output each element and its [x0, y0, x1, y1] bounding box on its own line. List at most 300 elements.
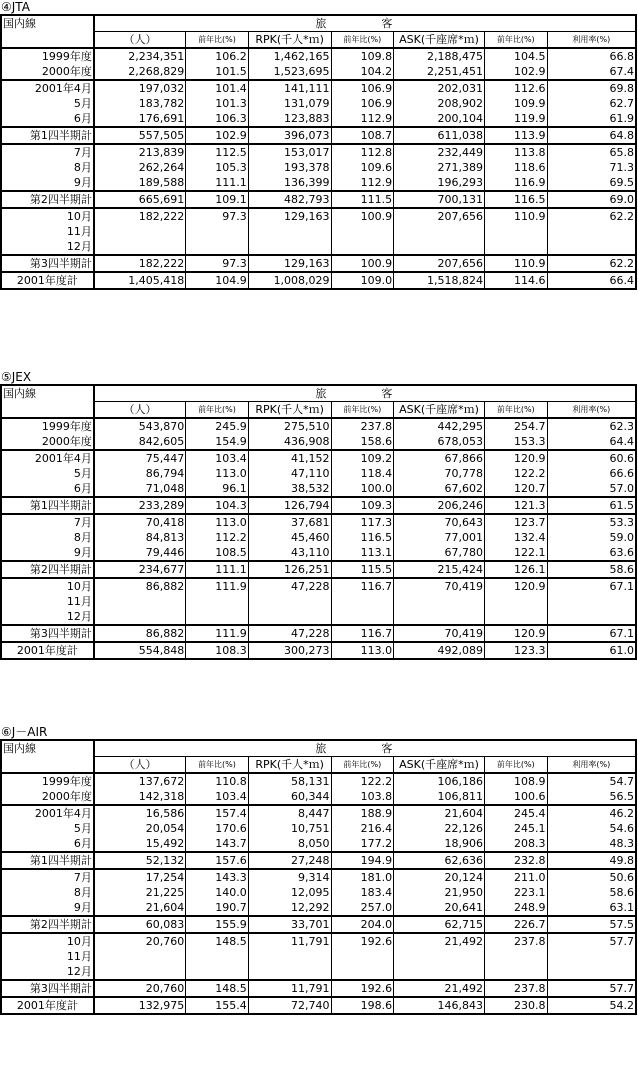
table-cell: 116.5 — [331, 530, 394, 545]
table-cell: 543,870 — [94, 418, 186, 434]
table-cell: 101.4 — [186, 80, 249, 96]
table-cell: 113.8 — [484, 144, 547, 160]
table-row — [1, 625, 636, 642]
table-cell: 18,906 — [394, 836, 485, 852]
table-row — [1, 900, 636, 916]
table-row — [1, 964, 636, 980]
row-label: 10月 — [1, 578, 94, 594]
table-cell: 11,791 — [248, 980, 331, 997]
table-cell: 213,839 — [94, 144, 186, 160]
table-cell: 1,405,418 — [94, 272, 186, 289]
table-cell: 557,505 — [94, 127, 186, 144]
row-label: 第3四半期計 — [1, 255, 94, 272]
column-header: RPK(千人*ｍ) — [248, 757, 331, 774]
column-header: 前年比(%) — [331, 402, 394, 419]
table-row — [1, 144, 636, 160]
table-cell: 38,532 — [248, 481, 331, 497]
table-cell: 207,656 — [394, 255, 485, 272]
column-header: 前年比(%) — [484, 757, 547, 774]
table-cell: 111.1 — [186, 175, 249, 191]
corner-label: 国内線 — [3, 17, 36, 31]
table-cell: 97.3 — [186, 255, 249, 272]
table-cell: 45,460 — [248, 530, 331, 545]
table-cell: 271,389 — [394, 160, 485, 175]
table-cell: 2,188,475 — [394, 48, 485, 64]
table-cell: 106.9 — [331, 96, 394, 111]
table-cell: 109.1 — [186, 191, 249, 208]
table-cell: 442,295 — [394, 418, 485, 434]
table-cell: 67.1 — [547, 625, 636, 642]
table-cell — [331, 964, 394, 980]
table-cell: 62,636 — [394, 852, 485, 869]
table-cell: 126.1 — [484, 561, 547, 578]
table-cell: 611,038 — [394, 127, 485, 144]
table-cell: 136,399 — [248, 175, 331, 191]
table-cell: 148.5 — [186, 933, 249, 949]
table-cell: 126,251 — [248, 561, 331, 578]
table-cell — [94, 594, 186, 609]
table-cell: 118.4 — [331, 466, 394, 481]
table-cell: 170.6 — [186, 821, 249, 836]
table-cell: 232.8 — [484, 852, 547, 869]
table-cell: 183.4 — [331, 885, 394, 900]
table-cell: 62.2 — [547, 208, 636, 224]
column-header: RPK(千人*ｍ) — [248, 32, 331, 49]
table-cell: 132.4 — [484, 530, 547, 545]
table-row — [1, 805, 636, 821]
table-row — [1, 434, 636, 450]
table-cell: 70,419 — [394, 625, 485, 642]
row-label: 7月 — [1, 144, 94, 160]
table-cell: 126,794 — [248, 497, 331, 514]
table-row — [1, 111, 636, 127]
table-cell: 111.9 — [186, 578, 249, 594]
table-cell: 143.7 — [186, 836, 249, 852]
table-cell: 70,418 — [94, 514, 186, 530]
table-cell: 43,110 — [248, 545, 331, 561]
table-cell: 112.8 — [331, 144, 394, 160]
table-cell: 1,518,824 — [394, 272, 485, 289]
table-cell: 57.7 — [547, 933, 636, 949]
header-row — [1, 740, 636, 757]
table-cell: 63.6 — [547, 545, 636, 561]
column-header-row — [1, 757, 636, 774]
table-cell: 112.9 — [331, 111, 394, 127]
group-header: 旅 客 — [94, 740, 636, 757]
table-cell: 275,510 — [248, 418, 331, 434]
table-cell: 56.5 — [547, 789, 636, 805]
table-cell: 67,780 — [394, 545, 485, 561]
table-cell: 112.9 — [331, 175, 394, 191]
table-cell — [484, 949, 547, 964]
table-cell — [331, 949, 394, 964]
row-label: 8月 — [73, 161, 92, 174]
table-cell: 216.4 — [331, 821, 394, 836]
row-label: 2001年4月 — [1, 450, 94, 466]
table-cell: 112.2 — [186, 530, 249, 545]
table-cell: 105.3 — [186, 160, 249, 175]
table-cell: 110.9 — [484, 255, 547, 272]
table-cell: 21,492 — [394, 980, 485, 997]
table-cell: 207,656 — [394, 208, 485, 224]
column-header: （人） — [94, 32, 186, 49]
table-row — [1, 885, 636, 900]
row-label: 10月 — [1, 933, 94, 949]
table-cell: 64.8 — [547, 127, 636, 144]
table-cell: 49.8 — [547, 852, 636, 869]
table-cell: 157.4 — [186, 805, 249, 821]
table-cell — [186, 609, 249, 625]
row-label: 11月 — [66, 595, 92, 608]
table-cell — [94, 949, 186, 964]
table-cell — [94, 964, 186, 980]
column-header: 利用率(%) — [547, 32, 636, 49]
table-cell — [394, 609, 485, 625]
table-cell: 197,032 — [94, 80, 186, 96]
table-cell: 208.3 — [484, 836, 547, 852]
table-cell — [331, 609, 394, 625]
table-cell — [248, 949, 331, 964]
table-cell: 237.8 — [484, 933, 547, 949]
table-cell — [186, 594, 249, 609]
table-cell: 206,246 — [394, 497, 485, 514]
row-label: 8月 — [73, 531, 92, 544]
table-cell: 104.5 — [484, 48, 547, 64]
table-cell: 57.5 — [547, 916, 636, 933]
table-cell: 257.0 — [331, 900, 394, 916]
table-cell — [94, 609, 186, 625]
table-cell: 129,163 — [248, 208, 331, 224]
table-cell: 153,017 — [248, 144, 331, 160]
table-row — [1, 191, 636, 208]
row-label: 9月 — [73, 546, 92, 559]
table-cell — [248, 964, 331, 980]
table-cell: 12,292 — [248, 900, 331, 916]
table-cell: 86,882 — [94, 578, 186, 594]
table-cell: 842,605 — [94, 434, 186, 450]
table-cell: 66.4 — [547, 272, 636, 289]
corner-label: 国内線 — [3, 742, 36, 756]
table-cell — [331, 594, 394, 609]
table-cell: 21,950 — [394, 885, 485, 900]
table-cell: 109.6 — [331, 160, 394, 175]
row-label: 2001年4月 — [1, 80, 94, 96]
table-cell: 10,751 — [248, 821, 331, 836]
table-row — [1, 127, 636, 144]
table-cell — [484, 964, 547, 980]
table-cell: 665,691 — [94, 191, 186, 208]
table-cell: 116.7 — [331, 578, 394, 594]
table-cell: 192.6 — [331, 933, 394, 949]
table-cell: 177.2 — [331, 836, 394, 852]
table-cell: 111.1 — [186, 561, 249, 578]
table-cell: 118.6 — [484, 160, 547, 175]
row-label: 1999年度 — [1, 418, 94, 434]
table-cell: 208,902 — [394, 96, 485, 111]
table-cell: 54.2 — [547, 997, 636, 1014]
table-cell — [186, 964, 249, 980]
table-cell: 120.9 — [484, 450, 547, 466]
table-cell: 122.2 — [331, 773, 394, 789]
table-cell: 58,131 — [248, 773, 331, 789]
section-title: ⑤JEX — [1, 370, 32, 384]
table-cell: 237.8 — [331, 418, 394, 434]
table-cell: 155.4 — [186, 997, 249, 1014]
table-cell: 103.4 — [186, 789, 249, 805]
table-cell: 108.7 — [331, 127, 394, 144]
table-cell: 2,268,829 — [94, 64, 186, 80]
column-header: （人） — [94, 757, 186, 774]
table-cell — [484, 609, 547, 625]
corner-blank — [1, 757, 94, 774]
table-cell: 254.7 — [484, 418, 547, 434]
table-cell: 115.5 — [331, 561, 394, 578]
data-table — [0, 14, 637, 290]
table-row — [1, 272, 636, 289]
table-cell: 62,715 — [394, 916, 485, 933]
table-cell: 106.2 — [186, 48, 249, 64]
table-cell — [331, 224, 394, 239]
table-cell: 194.9 — [331, 852, 394, 869]
table-cell: 116.7 — [331, 625, 394, 642]
table-cell: 70,778 — [394, 466, 485, 481]
table-cell: 119.9 — [484, 111, 547, 127]
table-cell — [547, 609, 636, 625]
table-cell: 71,048 — [94, 481, 186, 497]
row-label: 12月 — [66, 240, 92, 253]
table-row — [1, 208, 636, 224]
table-cell: 143.3 — [186, 869, 249, 885]
table-cell — [248, 594, 331, 609]
table-cell: 67,602 — [394, 481, 485, 497]
table-section — [0, 725, 638, 1015]
row-label: 6月 — [73, 112, 92, 125]
table-cell: 16,586 — [94, 805, 186, 821]
table-row — [1, 949, 636, 964]
table-cell — [248, 224, 331, 239]
row-label: 第2四半期計 — [1, 561, 94, 578]
table-cell: 79,446 — [94, 545, 186, 561]
table-cell: 37,681 — [248, 514, 331, 530]
table-cell: 116.5 — [484, 191, 547, 208]
table-cell: 300,273 — [248, 642, 331, 659]
row-label: 5月 — [73, 97, 92, 110]
table-row — [1, 466, 636, 481]
table-cell: 47,228 — [248, 578, 331, 594]
row-label: 7月 — [1, 869, 94, 885]
table-cell: 12,095 — [248, 885, 331, 900]
corner-blank — [1, 402, 94, 419]
table-cell — [484, 594, 547, 609]
row-label: 第2四半期計 — [1, 916, 94, 933]
table-cell: 2,251,451 — [394, 64, 485, 80]
table-cell: 100.0 — [331, 481, 394, 497]
table-cell: 233,289 — [94, 497, 186, 514]
table-cell: 60.6 — [547, 450, 636, 466]
table-row — [1, 594, 636, 609]
table-cell: 100.9 — [331, 208, 394, 224]
table-cell: 57.7 — [547, 980, 636, 997]
table-cell: 27,248 — [248, 852, 331, 869]
table-cell: 200,104 — [394, 111, 485, 127]
table-cell: 113.1 — [331, 545, 394, 561]
row-label: 第3四半期計 — [1, 625, 94, 642]
row-label: 8月 — [73, 886, 92, 899]
table-cell: 189,588 — [94, 175, 186, 191]
row-label: 9月 — [73, 176, 92, 189]
row-label: 12月 — [66, 610, 92, 623]
column-header: 前年比(%) — [331, 32, 394, 49]
table-cell: 109.3 — [331, 497, 394, 514]
table-cell: 123.7 — [484, 514, 547, 530]
data-table — [0, 384, 637, 660]
table-cell — [186, 224, 249, 239]
column-header: 前年比(%) — [186, 32, 249, 49]
row-label: 2000年度 — [41, 435, 92, 448]
table-cell: 223.1 — [484, 885, 547, 900]
table-cell: 148.5 — [186, 980, 249, 997]
section-title: ⑥J－AIR — [1, 725, 48, 739]
table-cell: 69.0 — [547, 191, 636, 208]
table-cell: 215,424 — [394, 561, 485, 578]
table-cell: 121.3 — [484, 497, 547, 514]
table-cell: 226.7 — [484, 916, 547, 933]
table-row — [1, 450, 636, 466]
table-cell: 33,701 — [248, 916, 331, 933]
table-row — [1, 224, 636, 239]
table-cell: 120.9 — [484, 625, 547, 642]
table-cell: 8,447 — [248, 805, 331, 821]
table-cell: 100.6 — [484, 789, 547, 805]
table-cell: 66.8 — [547, 48, 636, 64]
row-label: 第2四半期計 — [1, 191, 94, 208]
table-cell: 190.7 — [186, 900, 249, 916]
table-cell: 157.6 — [186, 852, 249, 869]
table-cell — [547, 594, 636, 609]
corner-blank — [1, 32, 94, 49]
row-label: 第1四半期計 — [1, 127, 94, 144]
table-cell: 66.6 — [547, 466, 636, 481]
table-cell: 141,111 — [248, 80, 331, 96]
table-row — [1, 578, 636, 594]
column-header: RPK(千人*ｍ) — [248, 402, 331, 419]
table-cell: 211.0 — [484, 869, 547, 885]
table-cell: 182,222 — [94, 255, 186, 272]
table-cell: 237.8 — [484, 980, 547, 997]
table-cell: 70,419 — [394, 578, 485, 594]
table-cell — [331, 239, 394, 255]
column-header: 前年比(%) — [331, 757, 394, 774]
table-cell: 112.6 — [484, 80, 547, 96]
table-cell: 20,760 — [94, 933, 186, 949]
column-header: 前年比(%) — [484, 32, 547, 49]
row-label: 6月 — [73, 482, 92, 495]
table-cell: 193,378 — [248, 160, 331, 175]
table-cell: 192.6 — [331, 980, 394, 997]
table-section — [0, 370, 638, 660]
header-row — [1, 15, 636, 32]
row-label: 2000年度 — [41, 65, 92, 78]
table-cell: 54.6 — [547, 821, 636, 836]
table-row — [1, 497, 636, 514]
table-cell: 132,975 — [94, 997, 186, 1014]
table-cell — [547, 949, 636, 964]
table-cell: 106,186 — [394, 773, 485, 789]
table-cell: 262,264 — [94, 160, 186, 175]
column-header: 前年比(%) — [186, 757, 249, 774]
section-title: ④JTA — [1, 0, 30, 14]
table-cell: 47,228 — [248, 625, 331, 642]
table-row — [1, 48, 636, 64]
table-row — [1, 96, 636, 111]
table-cell: 64.4 — [547, 434, 636, 450]
table-cell: 102.9 — [186, 127, 249, 144]
table-cell — [248, 609, 331, 625]
table-cell: 196,293 — [394, 175, 485, 191]
table-cell: 198.6 — [331, 997, 394, 1014]
table-cell: 67,866 — [394, 450, 485, 466]
table-cell: 20,760 — [94, 980, 186, 997]
table-cell: 97.3 — [186, 208, 249, 224]
table-cell: 554,848 — [94, 642, 186, 659]
table-cell — [547, 224, 636, 239]
table-cell: 21,604 — [94, 900, 186, 916]
table-cell: 21,492 — [394, 933, 485, 949]
table-cell — [248, 239, 331, 255]
table-cell: 69.5 — [547, 175, 636, 191]
header-row — [1, 385, 636, 402]
table-cell: 113.0 — [331, 642, 394, 659]
table-row — [1, 64, 636, 80]
table-cell: 70,643 — [394, 514, 485, 530]
row-label: 7月 — [1, 514, 94, 530]
table-cell: 204.0 — [331, 916, 394, 933]
table-cell: 110.9 — [484, 208, 547, 224]
column-header: ASK(千座席*ｍ) — [394, 757, 485, 774]
table-cell: 20,054 — [94, 821, 186, 836]
row-label: 2001年度計 — [1, 272, 94, 289]
group-header: 旅 客 — [94, 385, 636, 402]
table-cell: 700,131 — [394, 191, 485, 208]
table-row — [1, 821, 636, 836]
table-cell: 153.3 — [484, 434, 547, 450]
table-row — [1, 80, 636, 96]
table-cell: 2,234,351 — [94, 48, 186, 64]
table-cell: 57.0 — [547, 481, 636, 497]
table-cell: 137,672 — [94, 773, 186, 789]
table-cell: 61.0 — [547, 642, 636, 659]
table-cell: 245.4 — [484, 805, 547, 821]
table-cell: 131,079 — [248, 96, 331, 111]
table-cell — [547, 964, 636, 980]
table-cell: 67.4 — [547, 64, 636, 80]
table-section — [0, 0, 638, 290]
table-cell: 21,225 — [94, 885, 186, 900]
table-cell: 106.3 — [186, 111, 249, 127]
table-cell: 62.3 — [547, 418, 636, 434]
table-cell — [394, 964, 485, 980]
table-cell: 61.9 — [547, 111, 636, 127]
table-cell: 482,793 — [248, 191, 331, 208]
table-cell: 103.4 — [186, 450, 249, 466]
table-cell: 8,050 — [248, 836, 331, 852]
table-cell: 86,882 — [94, 625, 186, 642]
row-label: 第1四半期計 — [1, 497, 94, 514]
row-label: 6月 — [73, 837, 92, 850]
table-cell: 1,462,165 — [248, 48, 331, 64]
table-cell: 181.0 — [331, 869, 394, 885]
table-cell — [394, 239, 485, 255]
